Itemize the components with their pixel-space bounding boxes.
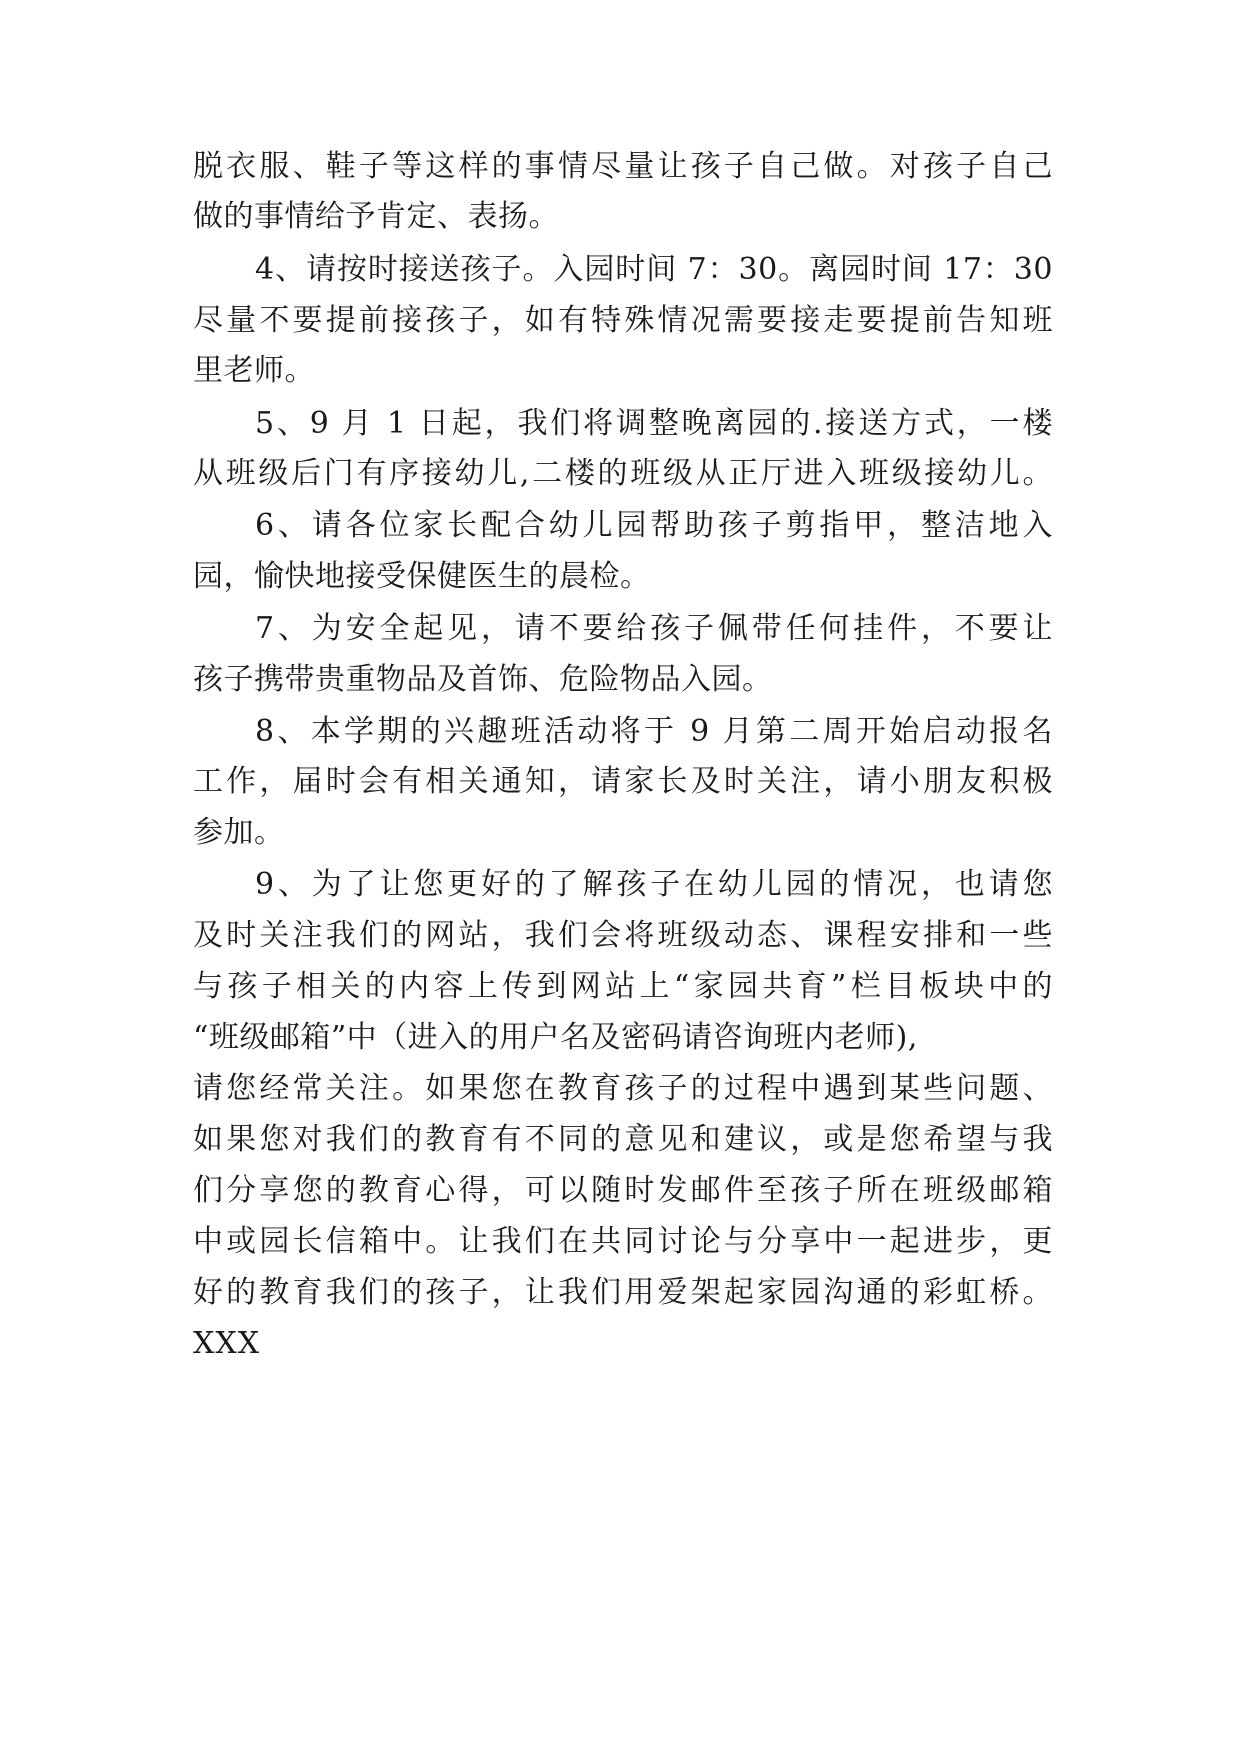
paragraph-8-line: 8、本学期的兴趣班活动将于 9 月第二周开始启动报名 <box>255 714 1053 749</box>
paragraph-9-line: 9、为了让您更好的了解孩子在幼儿园的情况，也请您 <box>255 867 1053 902</box>
text-line: 及时关注我们的网站，我们会将班级动态、课程安排和一些 <box>193 918 1053 953</box>
text-line: 请您经常关注。如果您在教育孩子的过程中遇到某些问题、 <box>193 1071 1053 1106</box>
text-line: “班级邮箱”中（进入的用户名及密码请咨询班内老师), <box>193 1020 918 1055</box>
text-line: 好的教育我们的孩子，让我们用爱架起家园沟通的彩虹桥。 <box>193 1275 1053 1310</box>
text-line: 园，愉快地接受保健医生的晨检。 <box>193 559 651 594</box>
text-line: 们分享您的教育心得，可以随时发邮件至孩子所在班级邮箱 <box>193 1173 1053 1208</box>
text-line: 尽量不要提前接孩子，如有特殊情况需要接走要提前告知班 <box>193 303 1053 338</box>
text-line: 脱衣服、鞋子等这样的事情尽量让孩子自己做。对孩子自己 <box>193 149 1053 184</box>
paragraph-6-line: 6、请各位家长配合幼儿园帮助孩子剪指甲，整洁地入 <box>255 508 1053 543</box>
paragraph-5-line: 5、9 月 1 日起，我们将调整晚离园的.接送方式，一楼 <box>255 406 1053 441</box>
paragraph-7-line: 7、为安全起见，请不要给孩子佩带任何挂件，不要让 <box>255 611 1053 646</box>
text-line: 参加。 <box>193 815 285 850</box>
text-line: 与孩子相关的内容上传到网站上“家园共育”栏目板块中的 <box>193 969 1053 1004</box>
text-line: 从班级后门有序接幼儿,二楼的班级从正厅进入班级接幼儿。 <box>193 456 1053 491</box>
text-line: 里老师。 <box>193 353 315 388</box>
paragraph-4-line: 4、请按时接送孩子。入园时间 7：30。离园时间 17：30 <box>255 252 1053 287</box>
text-line: 如果您对我们的教育有不同的意见和建议，或是您希望与我 <box>193 1122 1053 1157</box>
text-line: 做的事情给予肯定、表扬。 <box>193 199 559 234</box>
text-line: 中或园长信箱中。让我们在共同讨论与分享中一起进步，更 <box>193 1224 1053 1259</box>
text-line: 工作，届时会有相关通知，请家长及时关注，请小朋友积极 <box>193 764 1053 799</box>
signature: XXX <box>193 1326 261 1361</box>
text-line: 孩子携带贵重物品及首饰、危险物品入园。 <box>193 662 773 697</box>
